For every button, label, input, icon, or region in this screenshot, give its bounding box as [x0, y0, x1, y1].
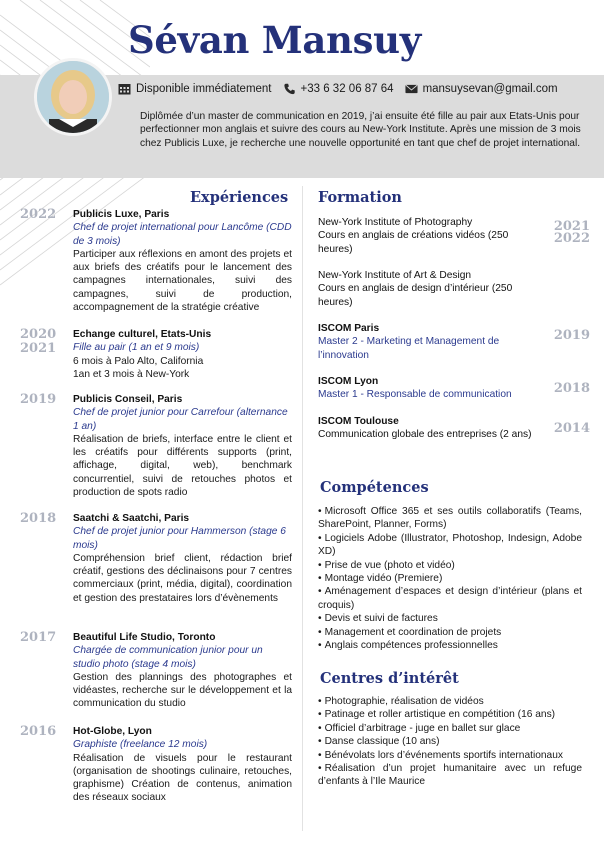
formation-program: Cours en anglais de design d’intérieur (250 heures): [318, 283, 513, 308]
formation-school: ISCOM Lyon: [318, 376, 379, 387]
experience-years: [20, 328, 70, 355]
competence-item: • Prise de vue (photo et vidéo): [318, 559, 582, 572]
phone: [283, 83, 394, 95]
interets-list: [318, 695, 582, 789]
formation-school: ISCOM Paris: [318, 323, 380, 334]
email-text: mansuysevan@gmail.com: [422, 83, 558, 95]
experience-company: Echange culturel, Etats-Unis: [73, 329, 212, 340]
availability: [118, 83, 272, 95]
contact-bar: [118, 83, 558, 95]
formation-item: [318, 322, 590, 362]
experience-company: Publicis Luxe, Paris: [73, 209, 170, 220]
formation-item: [318, 415, 590, 442]
experience-item: [20, 208, 292, 314]
interets-title: Centres d’intérêt: [320, 670, 459, 687]
formation-school: New-York Institute of Art & Design: [318, 270, 472, 281]
availability-text: Disponible immédiatement: [136, 83, 272, 95]
experience-year: 2018: [20, 511, 57, 526]
experience-role: Chef de projet international pour Lancôme (CDD de 3 mois): [73, 222, 292, 247]
envelope-icon: [405, 83, 418, 95]
experience-year: 2020: [20, 327, 57, 342]
formation-program: Communication globale des entreprises (2 ans): [318, 429, 532, 441]
formation-years: [548, 221, 590, 245]
calendar-icon: [118, 83, 131, 95]
experience-year: 2019: [20, 392, 57, 407]
experience-role: Fille au pair (1 an et 9 mois): [73, 342, 200, 354]
experience-years: [20, 393, 70, 407]
avatar: [34, 58, 112, 136]
formation-program: Master 2 - Marketing et Management de l’innovation: [318, 336, 500, 361]
experience-year: 2016: [20, 724, 57, 739]
formation-title: Formation: [318, 189, 402, 206]
competence-item: • Microsoft Office 365 et ses outils collaboratifs (Teams, SharePoint, Planner, Forms): [318, 505, 582, 532]
experience-description: Gestion des plannings des photographes et vidéastes, recherche sur le développement et la communication du studio: [73, 671, 292, 710]
formation-year: 2021: [553, 219, 590, 234]
formation-item: [318, 216, 590, 256]
experience-company: Publicis Conseil, Paris: [73, 394, 183, 405]
experience-years: [20, 512, 70, 526]
interet-item: • Danse classique (10 ans): [318, 735, 582, 748]
experience-description: Réalisation de briefs, interface entre le client et les créatifs pour différents supports (print, affichage, digital, web), benchmark concurrentiel, suivi de retouches photos et production de spots radio: [73, 433, 292, 499]
experience-item: [20, 631, 292, 711]
experience-item: [20, 328, 292, 381]
competence-item: • Devis et suivi de factures: [318, 612, 582, 625]
experience-role: Graphiste (freelance 12 mois): [73, 739, 208, 751]
experience-body: [73, 208, 292, 314]
experience-description: Réalisation de visuels pour le restaurant (organisation de shootings culinaire, retouches, graphisme) Création de contenus, animation des réseaux sociaux: [73, 752, 292, 804]
competence-item: • Anglais compétences professionnelles: [318, 639, 582, 652]
experience-years: [20, 631, 70, 645]
competences-title: Compétences: [320, 479, 429, 496]
experience-company: Saatchi & Saatchi, Paris: [73, 513, 190, 524]
experience-role: Chef de projet junior pour Hammerson (stage 6 mois): [73, 526, 286, 551]
formation-school: ISCOM Toulouse: [318, 416, 399, 427]
experience-item: [20, 725, 292, 805]
competence-item: • Aménagement d’espaces et design d’intérieur (plans et croquis): [318, 585, 582, 612]
experience-body: [73, 631, 292, 711]
formation-program: Master 1 - Responsable de communication: [318, 389, 512, 401]
experience-description: 6 mois à Palo Alto, California 1an et 3 mois à New-York: [73, 355, 204, 380]
interet-item: • Patinage et roller artistique en compétition (16 ans): [318, 708, 582, 721]
competences-list: [318, 505, 582, 652]
profile-summary: Diplômée d’un master de communication en 2019, j’ai ensuite été fille au pair aux Etats-Unis pour perfectionner mon anglais et suivre des cours au New-York Institute. Après une mission de 3 mois chez Publicis Luxe, je recherche une nouvelle opportunité en tant que chef de projet international.: [140, 111, 581, 149]
competence-item: • Logiciels Adobe (Illustrator, Photoshop, Indesign, Adobe XD): [318, 532, 582, 559]
competence-item: • Management et coordination de projets: [318, 626, 582, 639]
formation-item: [318, 375, 590, 402]
column-divider: [302, 186, 303, 831]
formation-year: 2018: [553, 381, 590, 396]
experience-company: Beautiful Life Studio, Toronto: [73, 632, 216, 643]
phone-text: +33 6 32 06 87 64: [300, 83, 394, 95]
formation-program: Cours en anglais de créations vidéos (250 heures): [318, 230, 509, 255]
experience-body: [73, 393, 292, 499]
experiences-title: Expériences: [190, 189, 289, 206]
experience-body: [73, 328, 292, 381]
formation-school: New-York Institute of Photography: [318, 217, 473, 228]
formation-years: [548, 423, 590, 435]
experience-year: 2021: [20, 340, 57, 356]
formation-years: [548, 383, 590, 395]
experience-role: Chargée de communication junior pour un studio photo (stage 4 mois): [73, 645, 263, 670]
page-title: Sévan Mansuy: [128, 18, 421, 62]
formation-year: 2019: [553, 328, 590, 343]
experience-description: Compréhension brief client, rédaction brief créatif, gestions des déclinaisons pour 7 centres commerciaux (print, média, digital), coordination et gestion des prestataires lors d’évènements: [73, 552, 292, 604]
interet-item: • Photographie, réalisation de vidéos: [318, 695, 582, 708]
experience-year: 2017: [20, 630, 57, 645]
experience-item: [20, 512, 292, 605]
experience-body: [73, 512, 292, 605]
interet-item: • Réalisation d’un projet humanitaire avec un refuge d’enfants à l’Ile Maurice: [318, 762, 582, 789]
experience-item: [20, 393, 292, 499]
email: [405, 83, 558, 95]
interet-item: • Officiel d’arbitrage - juge en ballet sur glace: [318, 722, 582, 735]
experience-company: Hot-Globe, Lyon: [73, 726, 152, 737]
formation-year: 2022: [553, 231, 590, 246]
experience-description: Participer aux réflexions en amont des projets et aux briefs des créatifs pour le lancement des campagnes internationales, suivi des campagnes, suivi de production, accompagnement de la stratégie créative: [73, 248, 292, 314]
formation-item: [318, 269, 580, 309]
formation-years: [548, 330, 590, 342]
phone-icon: [283, 83, 296, 95]
experience-role: Chef de projet junior pour Carrefour (alternance 1 an): [73, 407, 288, 432]
competence-item: • Montage vidéo (Premiere): [318, 572, 582, 585]
experience-years: [20, 725, 70, 739]
experience-year: 2022: [20, 207, 57, 222]
formation-year: 2014: [553, 421, 590, 436]
experience-body: [73, 725, 292, 805]
interet-item: • Bénévolats lors d’événements sportifs internationaux: [318, 749, 582, 762]
experience-years: [20, 208, 70, 222]
